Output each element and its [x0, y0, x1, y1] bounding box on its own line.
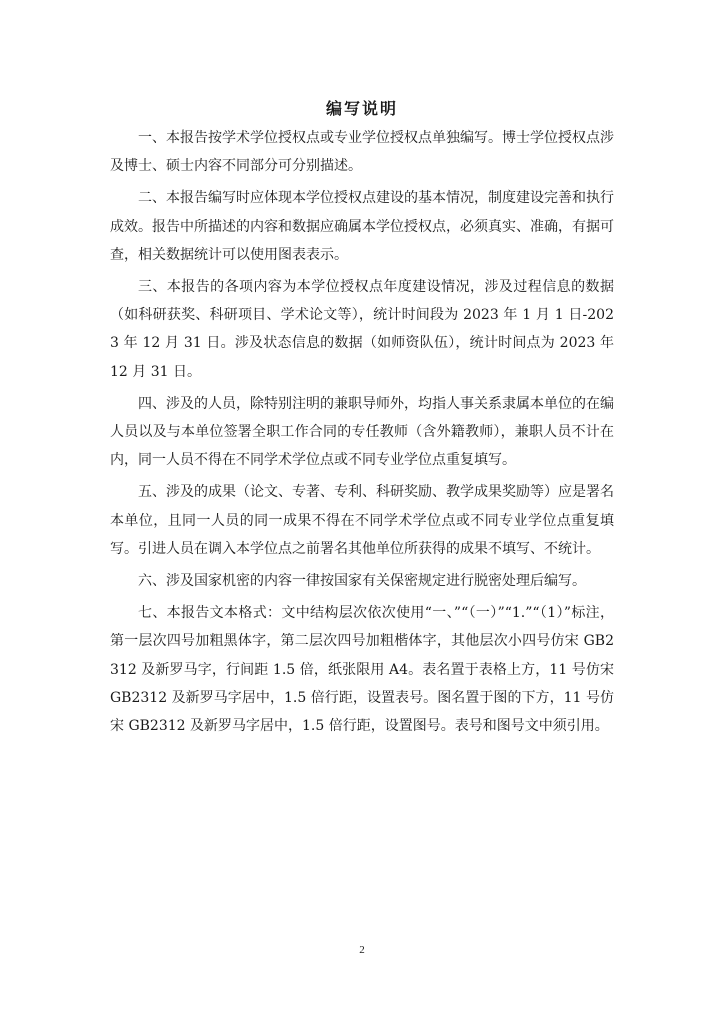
paragraph-2: 二、本报告编写时应体现本学位授权点建设的基本情况，制度建设完善和执行成效。报告中所描述的内容和数据应确属本学位授权点，必须真实、准确，有据可查，相关数据统计可以使用图表表示。 [110, 190, 614, 263]
instructions-body [110, 124, 614, 744]
paragraph-1: 一、本报告按学术学位授权点或专业学位授权点单独编写。博士学位授权点涉及博士、硕士内容不同部分可分别描述。 [110, 130, 614, 175]
paragraph-6: 六、涉及国家机密的内容一律按国家有关保密规定进行脱密处理后编写。 [138, 573, 586, 590]
page-number: 2 [359, 944, 365, 956]
paragraph-4: 四、涉及的人员，除特别注明的兼职导师外，均指人事关系隶属本单位的在编人员以及与本单位签署全职工作合同的专任教师（含外籍教师），兼职人员不计在内，同一人员不得在不同学术学位点或不同专业学位点重复填写。 [110, 395, 614, 469]
paragraph-3: 三、本报告的各项内容为本学位授权点年度建设情况，涉及过程信息的数据（如科研获奖、科研项目、学术论文等），统计时间段为 2023 年 1 月 1 日-2023 年 12 月 31 日。涉及状态信息的数据（如师资队伍），统计时间点为 2023 年 12 月 31 日。 [110, 279, 614, 380]
paragraph-7: 七、本报告文本格式：文中结构层次依次使用“一、”“（一）”“1.”“（1）”标注，第一层次四号加粗黑体字，第二层次四号加粗楷体字，其他层次小四号仿宋 GB2312 及新罗马字，行间距 1.5 倍，纸张限用 A4。表名置于表格上方，11 号仿宋 GB2312 及新罗马字居中，1.5 倍行距，设置表号。图名置于图的下方，11 号仿宋 GB2312 及新罗马字居中，1.5 倍行距，设置图号。表号和图号文中须引用。 [110, 605, 614, 735]
paragraph-5: 五、涉及的成果（论文、专著、专利、科研奖励、教学成果奖励等）应是署名本单位，且同一人员的同一成果不得在不同学术学位点或不同专业学位点重复填写。引进人员在调入本学位点之前署名其他单位所获得的成果不填写、不统计。 [110, 484, 614, 557]
page-title: 编写说明 [325, 99, 398, 118]
